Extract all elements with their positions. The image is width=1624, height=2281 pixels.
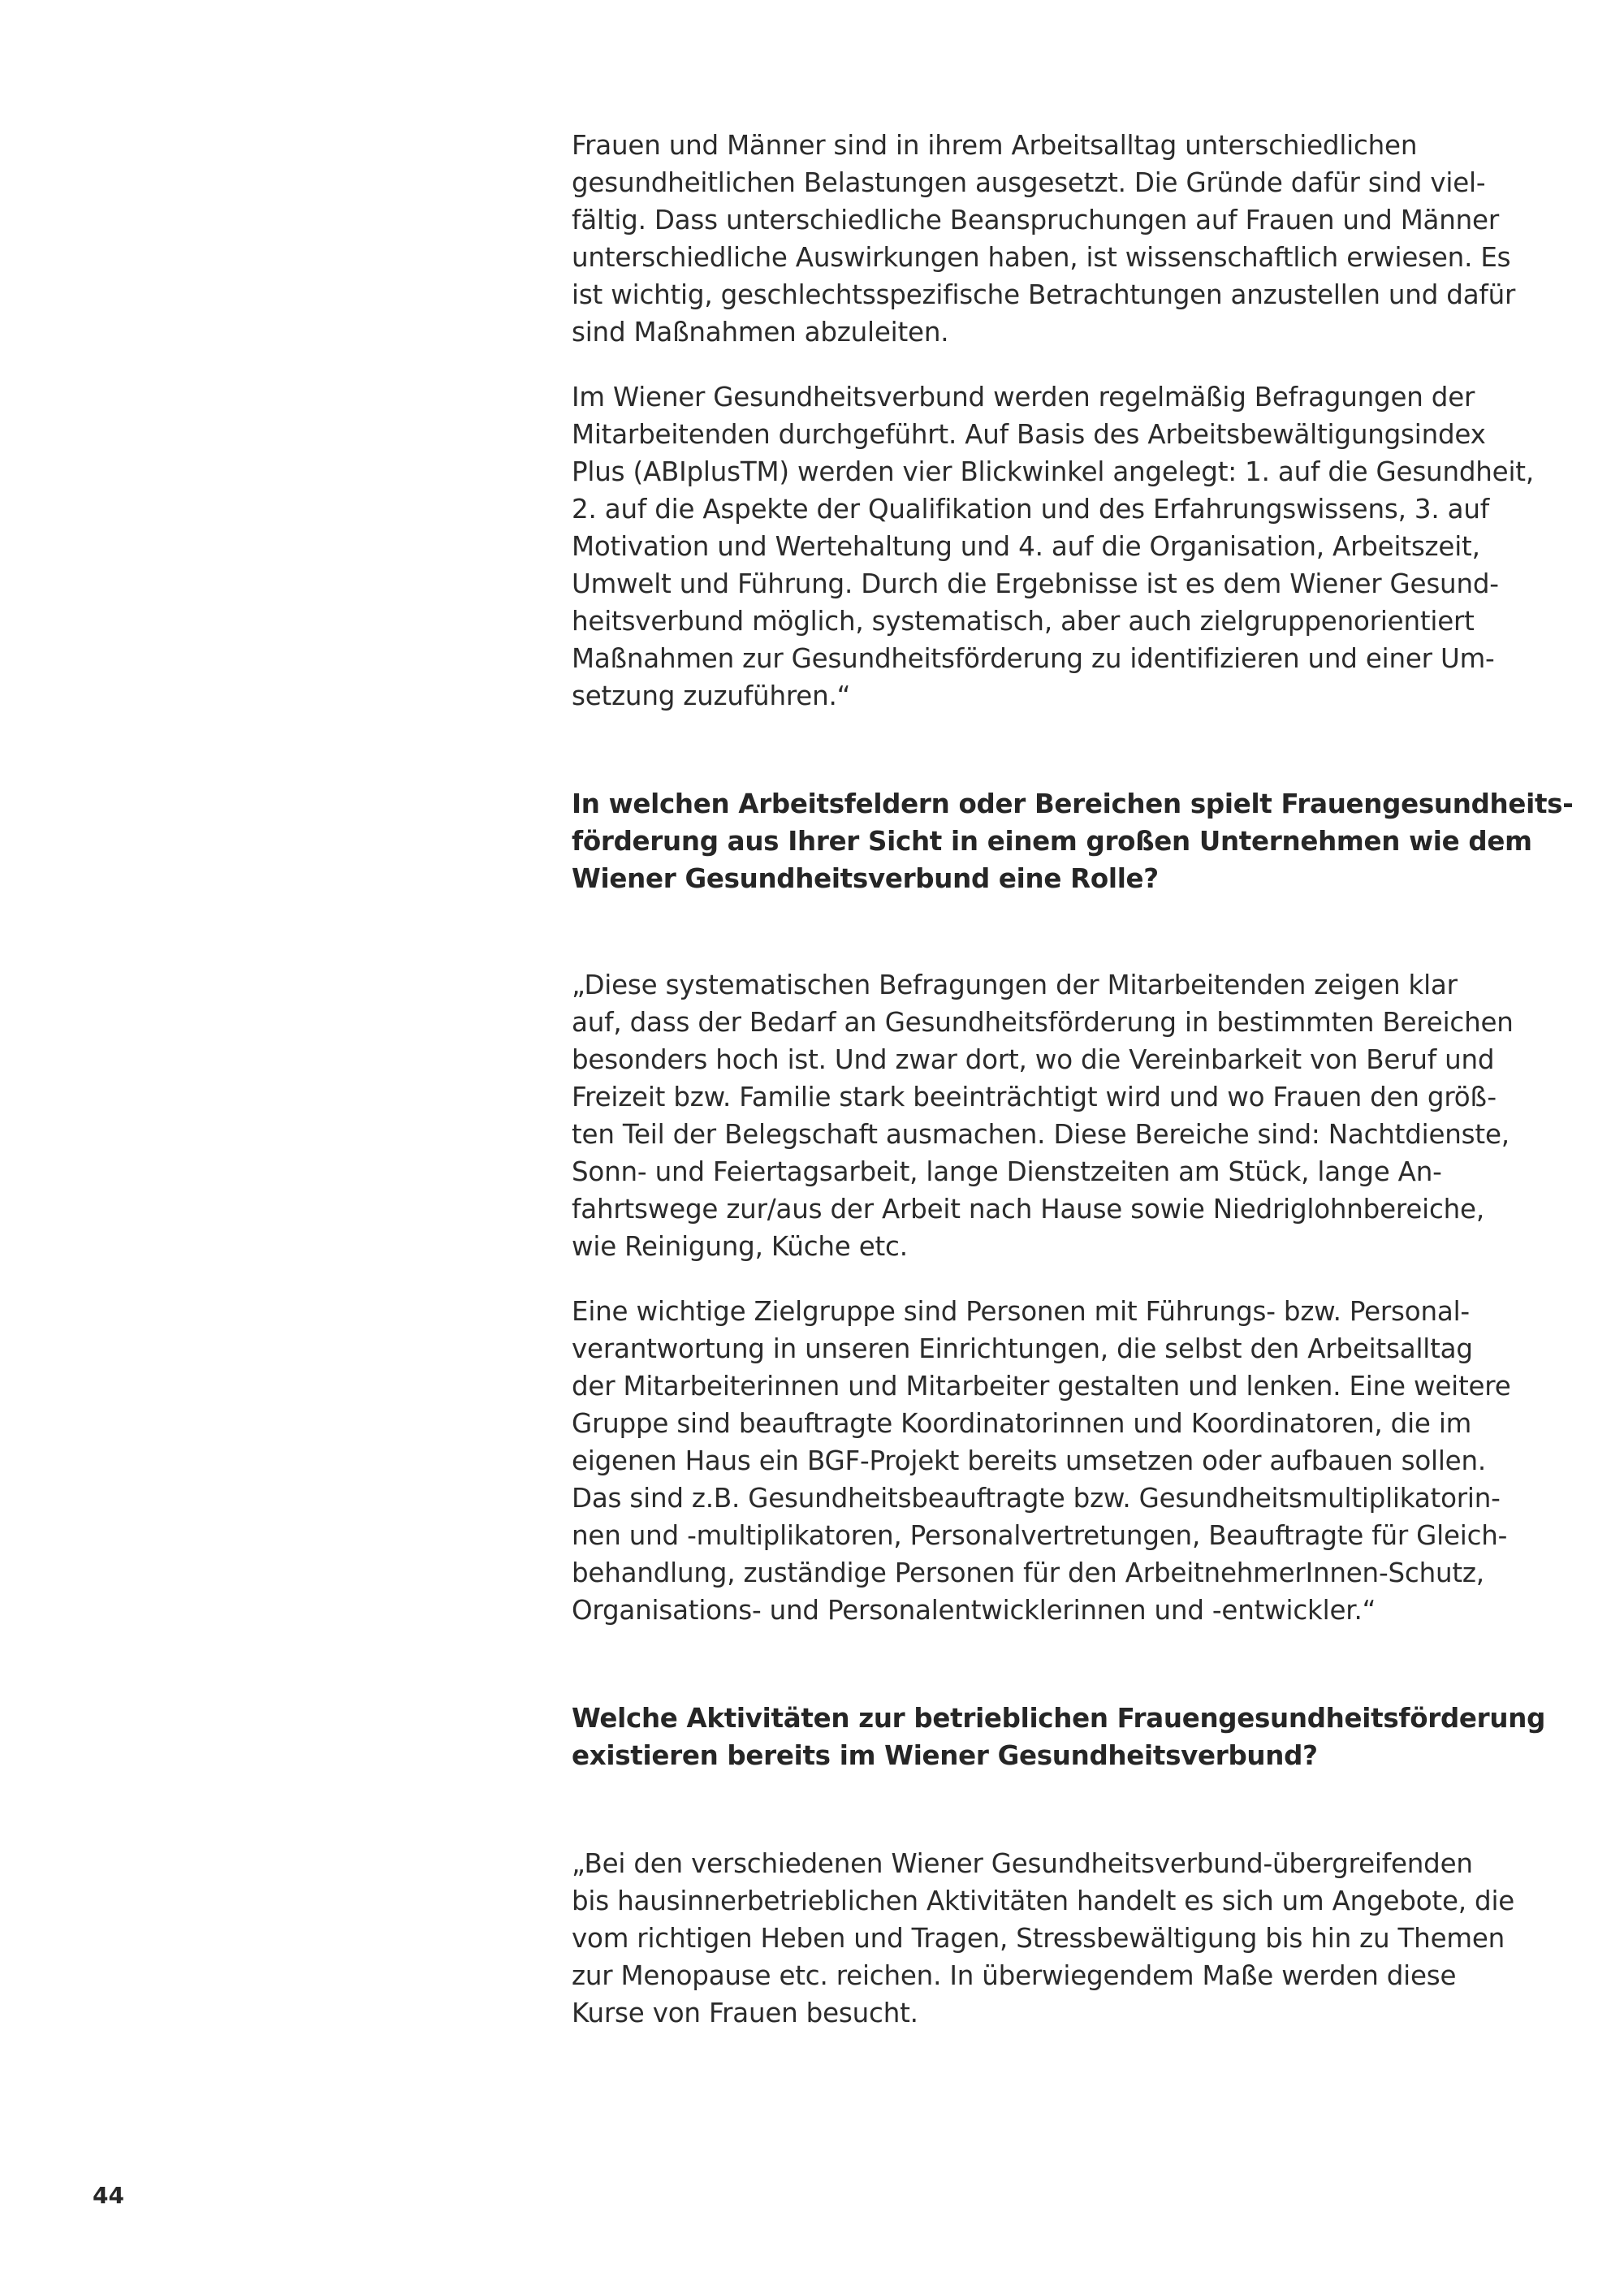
- paragraph-line: ten Teil der Belegschaft ausmachen. Diese Bereiche sind: Nachtdienste,: [572, 1119, 1510, 1150]
- paragraph-line: Gruppe sind beauftragte Koordinatorinnen und Koordinatoren, die im: [572, 1408, 1472, 1439]
- question-line: existieren bereits im Wiener Gesundheitsverbund?: [572, 1740, 1318, 1771]
- paragraph-line: vom richtigen Heben und Tragen, Stressbewältigung bis hin zu Themen: [572, 1923, 1505, 1954]
- paragraph-line: 2. auf die Aspekte der Qualifikation und des Erfahrungswissens, 3. auf: [572, 494, 1489, 525]
- paragraph-line: nen und -multiplikatoren, Personalvertretungen, Beauftragte für Gleich-: [572, 1520, 1508, 1551]
- paragraph-line: fältig. Dass unterschiedliche Beanspruchungen auf Frauen und Männer: [572, 205, 1500, 235]
- question-line: In welchen Arbeitsfeldern oder Bereichen spielt Frauengesundheits-: [572, 788, 1574, 819]
- paragraph-line: „Diese systematischen Befragungen der Mitarbeitenden zeigen klar: [572, 970, 1458, 1000]
- paragraph-line: gesundheitlichen Belastungen ausgesetzt. Die Gründe dafür sind viel-: [572, 167, 1486, 198]
- paragraph-line: Plus (ABIplusTM) werden vier Blickwinkel angelegt: 1. auf die Gesundheit,: [572, 456, 1534, 487]
- paragraph-line: Im Wiener Gesundheitsverbund werden regelmäßig Befragungen der: [572, 382, 1475, 413]
- paragraph-line: Eine wichtige Zielgruppe sind Personen mit Führungs- bzw. Personal-: [572, 1296, 1470, 1327]
- paragraph-line: zur Menopause etc. reichen. In überwiegendem Maße werden diese: [572, 1960, 1457, 1991]
- paragraph-line: behandlung, zuständige Personen für den ArbeitnehmerInnen-Schutz,: [572, 1557, 1484, 1588]
- paragraph-line: Organisations- und Personalentwicklerinnen und -entwickler.“: [572, 1595, 1376, 1626]
- paragraph-line: auf, dass der Bedarf an Gesundheitsförderung in bestimmten Bereichen: [572, 1007, 1514, 1038]
- paragraph-line: sind Maßnahmen abzuleiten.: [572, 317, 949, 348]
- paragraph-line: Das sind z.B. Gesundheitsbeauftragte bzw. Gesundheitsmultiplikatorin-: [572, 1483, 1501, 1514]
- question-line: Welche Aktivitäten zur betrieblichen Frauengesundheitsförderung: [572, 1703, 1546, 1734]
- question-line: förderung aus Ihrer Sicht in einem großen Unternehmen wie dem: [572, 826, 1532, 857]
- paragraph-line: wie Reinigung, Küche etc.: [572, 1231, 908, 1262]
- paragraph-line: bis hausinnerbetrieblichen Aktivitäten handelt es sich um Angebote, die: [572, 1886, 1515, 1916]
- paragraph-line: Umwelt und Führung. Durch die Ergebnisse ist es dem Wiener Gesund-: [572, 568, 1499, 599]
- paragraph-line: Motivation und Wertehaltung und 4. auf die Organisation, Arbeitszeit,: [572, 531, 1480, 562]
- paragraph-line: unterschiedliche Auswirkungen haben, ist wissenschaftlich erwiesen. Es: [572, 242, 1511, 273]
- paragraph-line: eigenen Haus ein BGF-Projekt bereits umsetzen oder aufbauen sollen.: [572, 1445, 1486, 1476]
- paragraph-line: heitsverbund möglich, systematisch, aber auch zielgruppenorientiert: [572, 606, 1475, 637]
- paragraph-line: ist wichtig, geschlechtsspezifische Betrachtungen anzustellen und dafür: [572, 279, 1516, 310]
- paragraph-line: Mitarbeitenden durchgeführt. Auf Basis des Arbeitsbewältigungsindex: [572, 419, 1486, 450]
- paragraph-line: Maßnahmen zur Gesundheitsförderung zu identifizieren und einer Um-: [572, 643, 1495, 674]
- paragraph-line: „Bei den verschiedenen Wiener Gesundheitsverbund-übergreifenden: [572, 1848, 1473, 1879]
- paragraph-line: Frauen und Männer sind in ihrem Arbeitsalltag unterschiedlichen: [572, 130, 1418, 161]
- paragraph-line: besonders hoch ist. Und zwar dort, wo die Vereinbarkeit von Beruf und: [572, 1044, 1495, 1075]
- paragraph-line: fahrtswege zur/aus der Arbeit nach Hause sowie Niedriglohnbereiche,: [572, 1194, 1484, 1225]
- paragraph-line: setzung zuzuführen.“: [572, 680, 851, 711]
- paragraph-line: Sonn- und Feiertagsarbeit, lange Dienstzeiten am Stück, lange An-: [572, 1156, 1442, 1187]
- paragraph-line: Kurse von Frauen besucht.: [572, 1998, 918, 2028]
- paragraph-line: der Mitarbeiterinnen und Mitarbeiter gestalten und lenken. Eine weitere: [572, 1371, 1511, 1402]
- paragraph-line: Freizeit bzw. Familie stark beeinträchtigt wird und wo Frauen den größ-: [572, 1082, 1497, 1112]
- paragraph-line: verantwortung in unseren Einrichtungen, die selbst den Arbeitsalltag: [572, 1333, 1473, 1364]
- question-line: Wiener Gesundheitsverbund eine Rolle?: [572, 863, 1159, 894]
- page-number: 44: [93, 2182, 124, 2209]
